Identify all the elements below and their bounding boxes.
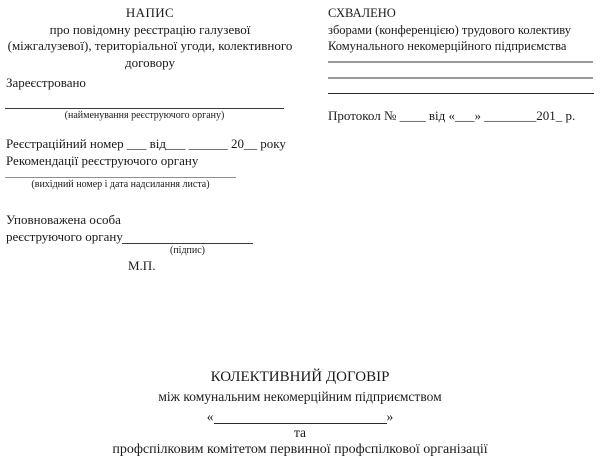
registration-heading-line-3: (міжгалузевої), територіальної угоди, колективного [7,38,293,53]
conjunction-word: та [293,425,307,440]
approved-line-2: зборами (конференцією) трудового колективу [328,22,572,37]
outgoing-number-caption: (вихідний номер і дата надсилання листа) [31,179,210,190]
registration-number-line: Реєстраційний номер ___ від___ ______ 20__ року [6,136,286,151]
registration-heading-line-2: про повідомну реєстрацію галузевої [49,21,251,37]
registration-stamp-block [0,0,300,290]
outgoing-number-underline [5,177,236,178]
signature-caption: (підпис) [169,245,206,256]
authorized-person-line-1: Уповноважена особа [6,212,121,227]
registration-heading [4,5,296,71]
registered-label: Зареєстровано [6,75,86,90]
contract-subtitle: між комунальним некомерційним підприємством [158,389,442,404]
approval-blank-line-1 [328,61,593,63]
enterprise-name-row [0,408,600,425]
enterprise-name-blank [214,409,387,424]
approval-block [320,0,600,140]
registering-body-caption: (найменування реєструючого органу) [64,110,225,121]
union-committee-line: профспілковим комітетом первинної профспілкової організації [112,442,488,457]
registration-heading-line-1: НАПИС [125,5,175,20]
quote-open-mark: « [206,409,214,424]
registering-body-underline [5,108,284,109]
contract-title-block [0,368,600,458]
approved-label: СХВАЛЕНО [328,6,396,20]
approval-blank-line-3 [328,93,594,94]
seal-mark: М.П. [128,258,156,273]
approval-heading [328,5,600,55]
protocol-line: Протокол № ____ від «___» ________201_ р. [328,108,576,123]
registration-heading-line-4: договору [124,54,175,70]
quote-close-mark: » [386,409,394,424]
recommendations-line: Рекомендації реєструючого органу [6,153,199,168]
page-title: КОЛЕКТИВНИЙ ДОГОВІР [210,369,390,385]
approved-line-3: Комунального некомерційного підприємства [328,39,567,53]
signature-underline [122,243,253,244]
approval-blank-line-2 [328,77,593,79]
authorized-person-line-2: реєструючого органу [6,229,123,244]
